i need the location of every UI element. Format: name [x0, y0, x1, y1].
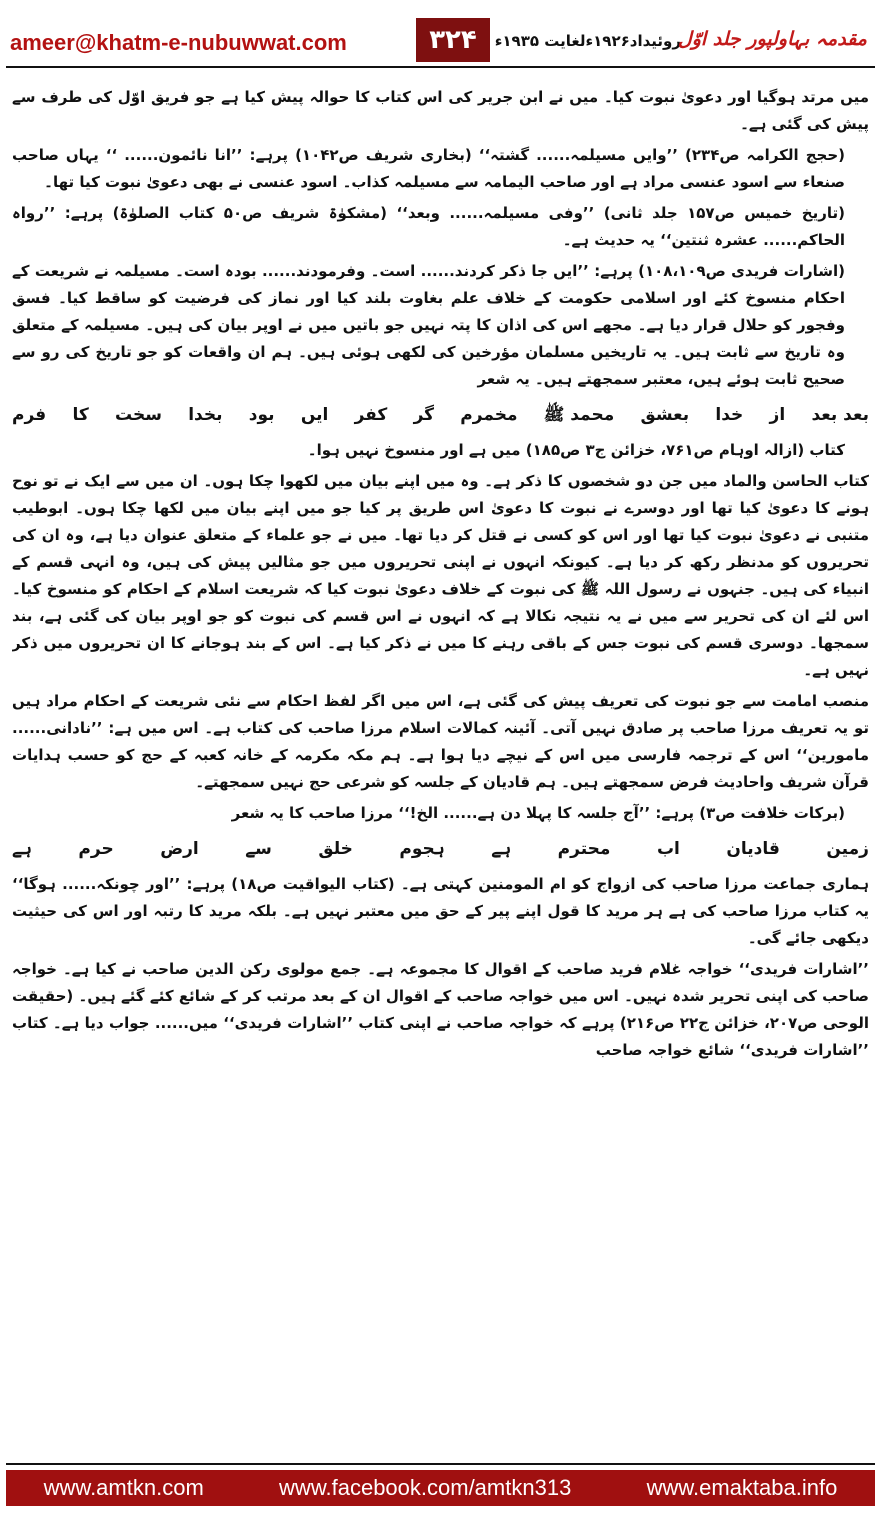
footer-divider — [6, 1463, 875, 1465]
header-proceedings: روئیداد۱۹۲۶ءلغایت ۱۹۳۵ء — [494, 32, 681, 50]
paragraph: کتاب (ازالہ اوہام ص۷۶۱، خزائن ج۳ ص۱۸۵) میں ہے اور منسوخ نہیں ہوا۔ — [307, 441, 845, 459]
verse-word: ہے — [12, 839, 32, 859]
footer-link-facebook[interactable]: www.facebook.com/amtkn313 — [279, 1475, 572, 1500]
verse-word: زمین — [826, 839, 869, 859]
verse-word: سے — [245, 839, 272, 859]
document-body — [12, 84, 869, 1456]
paragraph: میں مرتد ہوگیا اور دعویٰ نبوت کیا۔ میں نے ابن جریر کی اس کتاب کا حوالہ پیش کیا ہے جو فریق اوّل کی طرف سے پیش کی گئی ہے۔ — [12, 88, 869, 133]
verse-word: محترم — [557, 839, 611, 859]
paragraph: ہماری جماعت مرزا صاحب کی ازواج کو ام المومنین کہتی ہے۔ (کتاب الیواقیت ص۱۸) پرہے: ’’اور چونکہ...... ہوگا‘‘ یہ کتاب مرزا صاحب کی ہے ہر مرید کا قول اپنے پیر کے حق میں معتبر نہیں ہے۔ بلکہ مرید کا رتبہ اور اس کی حیثیت دیکھی جائے گی۔ — [12, 875, 869, 947]
verse-word: بعد بعد — [811, 405, 869, 425]
urdu-verse — [12, 833, 869, 865]
verse-word: گر — [413, 405, 435, 425]
verse-word: ہجوم — [399, 839, 445, 859]
header-case-title: مقدمہ بہاولپور جلد اوّل — [677, 28, 867, 50]
verse-word: خدا — [715, 405, 744, 425]
paragraph: (اشارات فریدی ص۱۰۸،۱۰۹) پرہے: ’’ایں جا ذکر کردند...... است۔ وفرمودند...... بودہ است۔ مسیلمہ نے شریعت کے احکام منسوخ کئے اور اسلامی حکومت کے خلاف علم بغاوت بلند کیا اور نماز کی فرضیت کو ساقط کیا۔ فسق وفجور کو حلال قرار دیا ہے۔ مجھے اس کی اذان کا پتہ نہیں جو باتیں میں نے اوپر بیان کی ہیں۔ مسیلمہ کے متعلق وہ تاریخ سے ثابت ہیں۔ یہ تاریخیں مسلمان مؤرخین کی لکھی ہوئی ہیں۔ ہم ان واقعات کو جو تاریخ کی رو سے صحیح ثابت ہوئے ہیں، معتبر سمجھتے ہیں۔ یہ شعر — [12, 262, 845, 388]
verse-word: کا — [72, 405, 89, 425]
footer-link-amtkn[interactable]: www.amtkn.com — [43, 1475, 204, 1500]
footer-link-emaktaba[interactable]: www.emaktaba.info — [646, 1475, 838, 1500]
verse-word: سخت — [114, 405, 162, 425]
verse-word: فرم — [12, 405, 47, 425]
verse-word: بخدا — [188, 405, 223, 425]
verse-word: اب — [656, 839, 680, 859]
page-header — [0, 0, 881, 66]
verse-word: قادیان — [726, 839, 780, 859]
page-footer — [6, 1470, 875, 1506]
header-divider — [6, 66, 875, 68]
verse-word: مخمرم — [460, 405, 518, 425]
persian-verse — [12, 399, 869, 431]
verse-word: ہے — [491, 839, 512, 859]
header-email[interactable]: ameer@khatm-e-nubuwwat.com — [10, 30, 347, 55]
verse-word: خلق — [318, 839, 353, 859]
verse-word: محمد ﷺ — [543, 405, 615, 425]
verse-word: بعشق — [640, 405, 690, 425]
verse-word: حرم — [78, 839, 114, 859]
verse-word: از — [769, 405, 786, 425]
paragraph: منصب امامت سے جو نبوت کی تعریف پیش کی گئی ہے، اس میں اگر لفظ احکام سے نئی شریعت کے احکام مراد ہیں تو یہ تعریف مرزا صاحب پر صادق نہیں آتی۔ آئینہ کمالات اسلام مرزا صاحب کی کتاب ہے۔ اس میں ہے: ’’نادانی...... مامورین‘‘ اس کے ترجمہ فارسی میں اس کے نیچے دیا ہوا ہے۔ ہم مکہ مکرمہ کے خانہ کعبہ کے حج کو حسب ہدایات قرآن شریف واحادیث فرض سمجھتے ہیں۔ ہم قادیان کے جلسہ کو شرعی حج نہیں سمجھتے۔ — [12, 692, 869, 791]
verse-word: بود — [248, 405, 275, 425]
paragraph: ’’اشارات فریدی‘‘ خواجہ غلام فرید صاحب کے اقوال کا مجموعہ ہے۔ جمع مولوی رکن الدین صاحب نے کیا ہے۔ خواجہ صاحب کی اپنی تحریر شدہ نہیں۔ اس میں خواجہ صاحب کے اقوال ان کے بعد مرتب کر کے شائع کئے گئے ہیں۔ (حقیقت الوحی ص۲۰۷، خزائن ج۲۲ ص۲۱۶) پرہے کہ خواجہ صاحب نے اپنی کتاب ’’اشارات فریدی‘‘ میں...... جواب دیا ہے۔ کتاب ’’اشارات فریدی‘‘ شائع خواجہ صاحب — [12, 960, 869, 1059]
verse-word: ارض — [160, 839, 199, 859]
paragraph: (تاریخ خمیس ص۱۵۷ جلد ثانی) ’’وفی مسیلمہ...... وبعد‘‘ (مشکوٰۃ شریف ص۵۰ کتاب الصلوٰۃ) پرہے: ’’رواہ الحاکم...... عشرہ ثنتین‘‘ یہ حدیث ہے۔ — [12, 204, 846, 249]
page-number: ۳۲۴ — [416, 18, 490, 62]
verse-word: ایں — [300, 405, 329, 425]
paragraph: (برکات خلافت ص۳) پرہے: ’’آج جلسہ کا پہلا دن ہے...... الخ!‘‘ مرزا صاحب کا یہ شعر — [231, 804, 845, 822]
paragraph: (حجج الکرامہ ص۲۳۴) ’’وایں مسیلمہ...... گشتہ‘‘ (بخاری شریف ص۱۰۴۲) پرہے: ’’انا نائمون...... ‘‘ یہاں صاحب صنعاء سے اسود عنسی مراد ہے اور صاحب الیمامہ سے مسیلمہ کذاب۔ اسود عنسی نے بھی دعویٰ نبوت کیا تھا۔ — [12, 146, 845, 191]
verse-word: کفر — [354, 405, 388, 425]
paragraph: کتاب الحاسن والماد میں جن دو شخصوں کا ذکر ہے۔ وہ میں اپنے بیان میں لکھوا چکا ہوں۔ ان میں سے ایک نے تو نوح ہونے کا دعویٰ کیا تھا اور دوسرے نے نبوت کا دعویٰ اس طریق پر کیا جو میں اپنے بیان میں لکھا چکا ہوں۔ ابوطیب متنبی نے دعویٰ نبوت کیا تھا اور اس کو کسی نے قتل کر دیا تھا۔ میں نے جو علماء کے متعلق عنوان دیا ہے، وہ ان کی تحریروں کو مدنظر رکھ کر دیا ہے۔ کیونکہ انہوں نے اپنی تحریروں میں جو مثالیں پیش کی ہیں، وہ انہی قسم کے انبیاء کی ہیں۔ جنہوں نے رسول اللہ ﷺ کی نبوت کے خلاف دعویٰ نبوت کیا کہ شریعت اسلام کے احکام کو منسوخ کیا۔ اس لئے ان کی تحریر سے میں نے یہ نتیجہ نکالا ہے کہ انہوں نے اس قسم کی نبوت کو جو اوپر بیان کی گئی ہے، بند سمجھا۔ دوسری قسم کی نبوت جس کے باقی رہنے کا میں نے ذکر کیا ہے۔ اس کے بند ہوجانے کا ان تحریروں میں ذکر نہیں ہے۔ — [12, 472, 869, 679]
